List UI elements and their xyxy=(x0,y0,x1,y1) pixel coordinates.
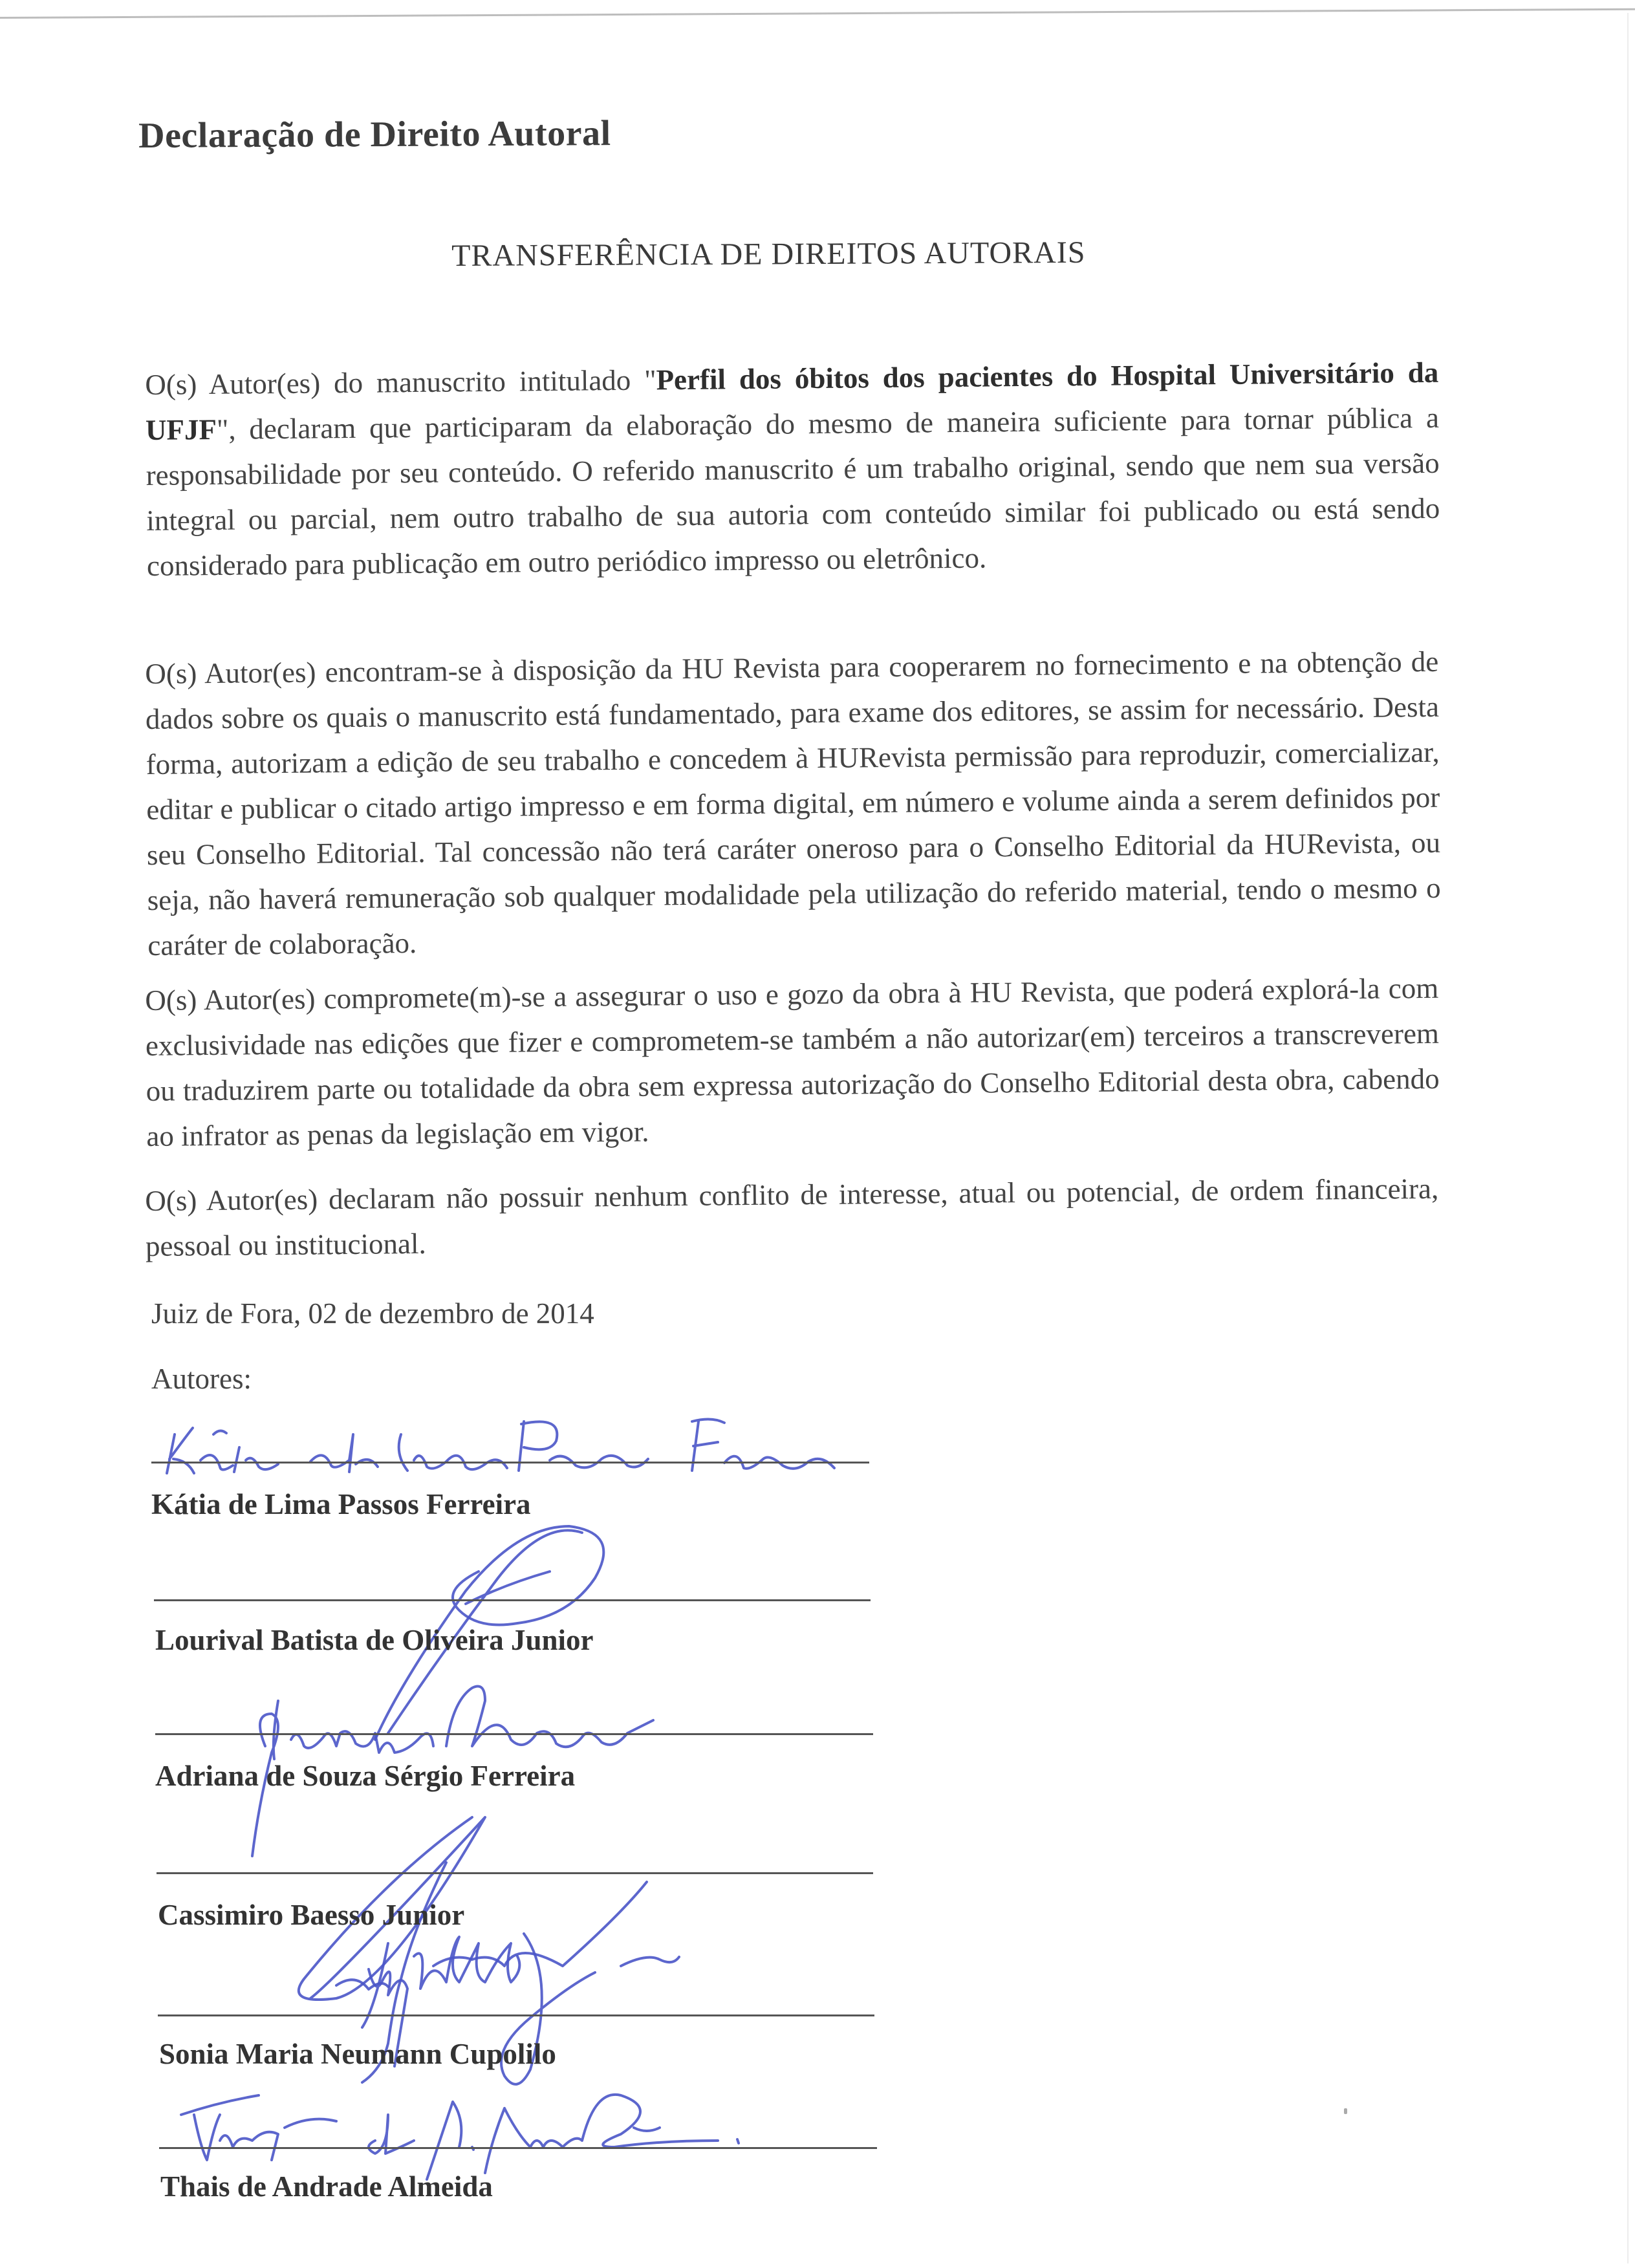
author-name-3: Adriana de Souza Sérgio Ferreira xyxy=(155,1760,576,1792)
author-name-2: Lourival Batista de Oliveira Junior xyxy=(155,1624,594,1656)
signature-line-6 xyxy=(159,2147,877,2149)
signature-line-1 xyxy=(151,1462,869,1463)
signature-line-3 xyxy=(155,1733,873,1735)
signature-katia xyxy=(162,1409,873,1480)
paragraph-cooperation: O(s) Autor(es) encontram-se à disposição da HU Revista para cooperarem no fornecimento e na obtenção de dados sobre os quais o manuscrito está fundamentado, para exame dos editores, se assim for necessário. Desta forma, autorizam a edição de seu trabalho e concedem à HURevista permissão para reproduzir, comercializar, editar e publicar o citado artigo impresso e em forma digital, em número e volume ainda a serem definidos por seu Conselho Editorial. Tal concessão não terá caráter oneroso para o Conselho Editorial da HURevista, ou seja, não haverá remuneração sob qualquer modalidade pela utilização do referido material, tendo o mesmo o caráter de colaboração. xyxy=(145,645,1441,962)
date-line: Juiz de Fora, 02 de dezembro de 2014 xyxy=(151,1297,594,1330)
author-name-5: Sonia Maria Neumann Cupolilo xyxy=(159,2038,556,2070)
signature-line-5 xyxy=(158,2014,874,2016)
author-name-6: Thais de Andrade Almeida xyxy=(160,2170,493,2203)
scan-speck xyxy=(1344,2108,1347,2114)
paragraph-1-rest: ", declaram que participaram da elaboração do mesmo de maneira suficiente para tornar pública a responsabilidade por seu conteúdo. O referido manuscrito é um trabalho original, sendo que nem sua versão integral ou parcial, nem outro trabalho de sua autoria com conteúdo similar foi publicado ou está sendo considerado para publicação em outro periódico impresso ou eletrônico. xyxy=(146,401,1440,582)
author-name-4: Cassimiro Baesso Junior xyxy=(158,1899,465,1931)
paragraph-exclusivity: O(s) Autor(es) compromete(m)-se a assegurar o uso e gozo da obra à HU Revista, que poderá explorá-la com exclusividade nas edições que fizer e comprometem-se também a não autorizar(em) terceiros a transcreverem ou traduzirem parte ou totalidade da obra sem expressa autorização do Conselho Editorial desta obra, cabendo ao infrator as penas da legislação em vigor. xyxy=(145,971,1440,1152)
paragraph-conflict-of-interest: O(s) Autor(es) declaram não possuir nenhum conflito de interesse, atual ou potencial, de ordem financeira, pessoal ou institucional. xyxy=(145,1172,1439,1262)
scan-edge-top xyxy=(0,8,1635,19)
document-subtitle: TRANSFERÊNCIA DE DIREITOS AUTORAIS xyxy=(451,235,1086,273)
signature-line-2 xyxy=(154,1599,871,1601)
paragraph-manuscript xyxy=(145,350,1440,589)
document-title: Declaração de Direito Autoral xyxy=(138,113,611,156)
manuscript-title: Perfil dos óbitos dos pacientes do Hospital Universitário da UFJF xyxy=(145,356,1439,446)
signature-line-4 xyxy=(157,1872,873,1874)
authors-label: Autores: xyxy=(151,1363,252,1395)
scan-edge-right xyxy=(1627,13,1629,2263)
paragraph-1-lead: O(s) Autor(es) do manuscrito intitulado " xyxy=(145,363,656,401)
author-name-1: Kátia de Lima Passos Ferreira xyxy=(151,1488,531,1520)
signature-thais xyxy=(168,2076,815,2179)
